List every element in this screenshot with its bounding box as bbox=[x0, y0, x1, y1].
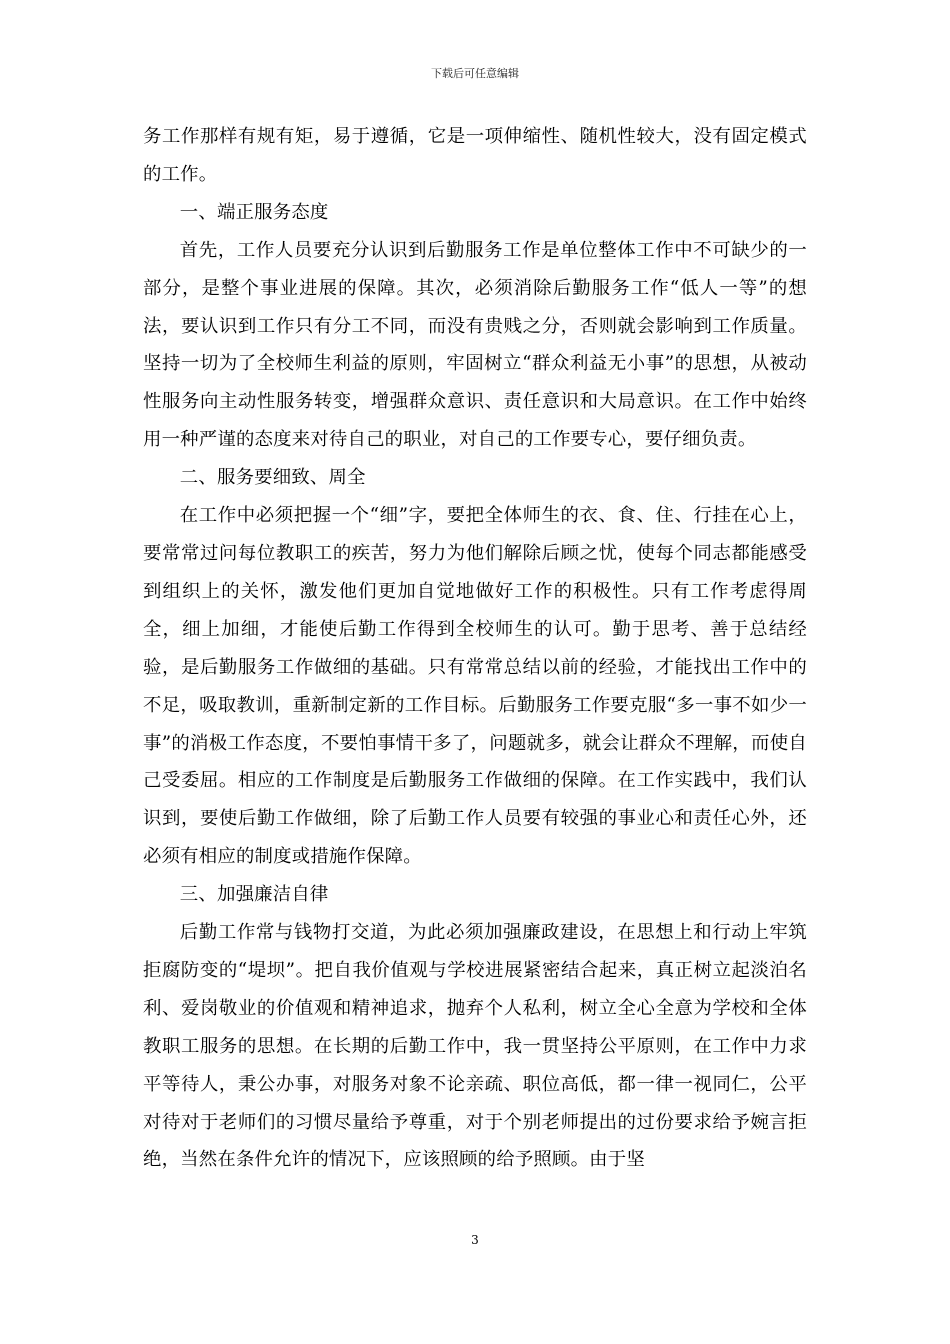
section-heading-2: 二、服务要细致、周全 bbox=[179, 467, 366, 489]
section-heading-1: 一、端正服务态度 bbox=[179, 201, 329, 223]
page-header: 下载后可任意编辑 bbox=[431, 67, 519, 80]
section-heading-3: 三、加强廉洁自律 bbox=[179, 884, 329, 906]
paragraph-integrity: 后勤工作常与钱物打交道，为此必须加强廉政建设，在思想上和行动上牢筑拒腐防变的“堤坝”。把自我价值观与学校进展紧密结合起来，真正树立起淡泊名利、爱岗敬业的价值观和精神追求，抛弃个人私利，树立全心全意为学校和全体教职工服务的思想。在长期的后勤工作中，我一贯坚持公平原则，在工作中力求平等待人，秉公办事，对服务对象不论亲疏、职位高低，都一律一视同仁，公平对待对于老师们的习惯尽量给予尊重，对于个别老师提出的过份要求给予婉言拒绝，当然在条件允许的情况下，应该照顾的给予照顾。由于坚 bbox=[143, 922, 807, 1171]
page-number: 3 bbox=[471, 1233, 479, 1247]
paragraph-detailed-service: 在工作中必须把握一个“细”字，要把全体师生的衣、食、住、行挂在心上，要常常过问每位教职工的疾苦，努力为他们解除后顾之忧，使每个同志都能感受到组织上的关怀，激发他们更加自觉地做好工作的积极性。只有工作考虑得周全，细上加细，才能使后勤工作得到全校师生的认可。勤于思考、善于总结经验，是后勤服务工作做细的基础。只有常常总结以前的经验，才能找出工作中的不足，吸取教训，重新制定新的工作目标。后勤服务工作要克服“多一事不如少一事”的消极工作态度，不要怕事情干多了，问题就多，就会让群众不理解，而使自己受委屈。相应的工作制度是后勤服务工作做细的保障。在工作实践中，我们认识到，要使后勤工作做细，除了后勤工作人员要有较强的事业心和责任心外，还必须有相应的制度或措施作保障。 bbox=[143, 505, 807, 868]
paragraph-service-attitude: 首先，工作人员要充分认识到后勤服务工作是单位整体工作中不可缺少的一部分，是整个事业进展的保障。其次，必须消除后勤服务工作“低人一等”的想法，要认识到工作只有分工不同，而没有贵贱之分，否则就会影响到工作质量。坚持一切为了全校师生利益的原则，牢固树立“群众利益无小事”的思想，从被动性服务向主动性服务转变，增强群众意识、责任意识和大局意识。在工作中始终用一种严谨的态度来对待自己的职业，对自己的工作要专心，要仔细负责。 bbox=[143, 239, 807, 451]
paragraph-continuation: 务工作那样有规有矩，易于遵循，它是一项伸缩性、随机性较大，没有固定模式的工作。 bbox=[143, 126, 807, 185]
document-body bbox=[143, 118, 807, 1179]
